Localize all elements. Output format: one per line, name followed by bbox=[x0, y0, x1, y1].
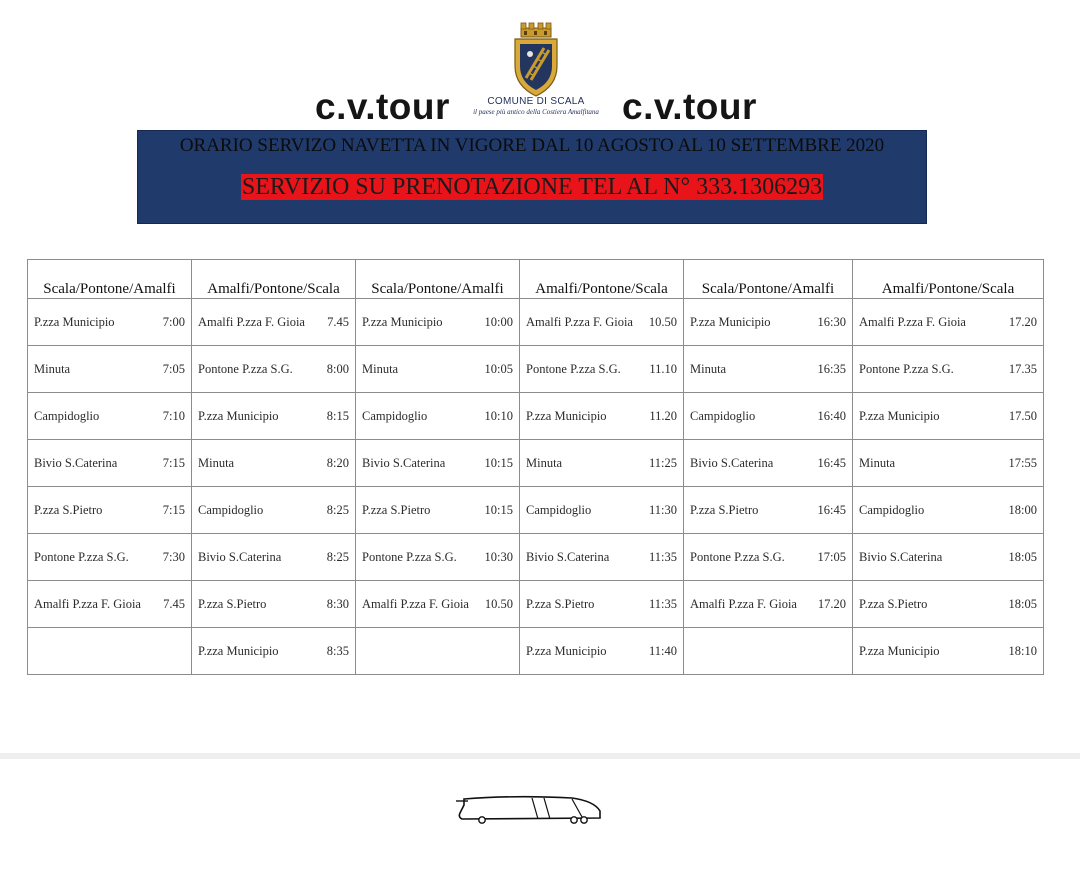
stop-name: Bivio S.Caterina bbox=[526, 549, 610, 564]
timetable-cell bbox=[192, 299, 356, 346]
stop-entry bbox=[198, 550, 349, 565]
timetable-cell bbox=[28, 487, 192, 534]
timetable-cell bbox=[356, 346, 520, 393]
route-header: Amalfi/Pontone/Scala bbox=[192, 260, 356, 299]
stop-entry bbox=[526, 362, 677, 377]
departure-time: 10.50 bbox=[484, 596, 513, 611]
stop-name: Minuta bbox=[362, 361, 399, 376]
table-row bbox=[28, 346, 1044, 393]
stop-name: P.zza S.Pietro bbox=[198, 596, 267, 611]
departure-time: 11:25 bbox=[648, 455, 677, 470]
stop-entry bbox=[690, 597, 846, 612]
timetable-cell bbox=[356, 581, 520, 628]
stop-entry bbox=[859, 362, 1037, 377]
departure-time: 10:05 bbox=[484, 361, 513, 376]
timetable-cell bbox=[28, 299, 192, 346]
timetable-cell bbox=[684, 393, 853, 440]
stop-name: Pontone P.zza S.G. bbox=[198, 361, 293, 376]
stop-entry bbox=[526, 597, 677, 612]
booking-phone-highlight: SERVIZIO SU PRENOTAZIONE TEL AL N° 333.1306293 bbox=[241, 174, 823, 200]
timetable-cell bbox=[28, 628, 192, 675]
departure-time: 10:15 bbox=[484, 502, 513, 517]
departure-time: 10:10 bbox=[484, 408, 513, 423]
comune-di-scala-crest-icon bbox=[510, 22, 562, 98]
stop-entry bbox=[526, 315, 677, 330]
stop-entry bbox=[690, 409, 846, 424]
timetable-cell bbox=[853, 393, 1044, 440]
logo-title: COMUNE DI SCALA bbox=[487, 96, 585, 107]
timetable-cell bbox=[520, 581, 684, 628]
timetable-cell bbox=[192, 393, 356, 440]
stop-entry bbox=[859, 409, 1037, 424]
timetable-cell bbox=[192, 628, 356, 675]
departure-time: 16:35 bbox=[817, 361, 846, 376]
departure-time: 16:45 bbox=[817, 502, 846, 517]
departure-time: 7.45 bbox=[163, 596, 185, 611]
timetable-cell bbox=[28, 346, 192, 393]
stop-name: Minuta bbox=[34, 361, 71, 376]
banner-validity-text: ORARIO SERVIZO NAVETTA IN VIGORE DAL 10 AGOSTO AL 10 SETTEMBRE 2020 bbox=[179, 135, 885, 156]
timetable-cell bbox=[356, 299, 520, 346]
table-row bbox=[28, 440, 1044, 487]
stop-entry bbox=[362, 550, 513, 565]
stop-entry bbox=[362, 456, 513, 471]
page-separator bbox=[0, 753, 1080, 759]
departure-time: 7:10 bbox=[162, 408, 185, 423]
stop-entry bbox=[859, 503, 1037, 518]
stop-name: Amalfi P.zza F. Gioia bbox=[526, 314, 633, 329]
stop-entry bbox=[198, 456, 349, 471]
timetable-cell bbox=[192, 581, 356, 628]
departure-time: 7:05 bbox=[162, 361, 185, 376]
timetable-cell bbox=[192, 487, 356, 534]
departure-time: 11:35 bbox=[648, 549, 677, 564]
stop-entry bbox=[690, 315, 846, 330]
stop-name: Campidoglio bbox=[526, 502, 592, 517]
stop-name: Campidoglio bbox=[859, 502, 925, 517]
stop-entry bbox=[690, 503, 846, 518]
departure-time: 7:30 bbox=[162, 549, 185, 564]
timetable-cell bbox=[684, 346, 853, 393]
stop-name: Bivio S.Caterina bbox=[34, 455, 118, 470]
departure-time: 10.50 bbox=[648, 314, 677, 329]
departure-time: 16:30 bbox=[817, 314, 846, 329]
departure-time: 18:05 bbox=[1008, 596, 1037, 611]
timetable-cell bbox=[356, 440, 520, 487]
route-header: Amalfi/Pontone/Scala bbox=[520, 260, 684, 299]
stop-name: Campidoglio bbox=[198, 502, 264, 517]
stop-name: Bivio S.Caterina bbox=[362, 455, 446, 470]
stop-name: P.zza Municipio bbox=[362, 314, 443, 329]
stop-entry bbox=[198, 315, 349, 330]
brand-name-right: c.v.tour bbox=[622, 86, 757, 127]
timetable-cell bbox=[684, 581, 853, 628]
stop-entry bbox=[526, 644, 677, 659]
bus-icon bbox=[454, 795, 602, 825]
stop-entry bbox=[690, 362, 846, 377]
timetable-cell bbox=[520, 440, 684, 487]
timetable-cell bbox=[684, 628, 853, 675]
departure-time: 7:00 bbox=[162, 314, 185, 329]
stop-entry bbox=[34, 550, 185, 565]
timetable-cell bbox=[853, 628, 1044, 675]
stop-entry bbox=[362, 315, 513, 330]
timetable-cell bbox=[28, 393, 192, 440]
stop-name: Campidoglio bbox=[690, 408, 756, 423]
stop-name: Pontone P.zza S.G. bbox=[859, 361, 954, 376]
departure-time: 8:15 bbox=[326, 408, 349, 423]
stop-name: Pontone P.zza S.G. bbox=[690, 549, 785, 564]
stop-name: Campidoglio bbox=[362, 408, 428, 423]
departure-time: 8:20 bbox=[326, 455, 349, 470]
stop-name: P.zza Municipio bbox=[859, 643, 940, 658]
timetable-cell bbox=[853, 440, 1044, 487]
departure-time: 10:00 bbox=[484, 314, 513, 329]
table-row bbox=[28, 299, 1044, 346]
stop-name: P.zza Municipio bbox=[859, 408, 940, 423]
departure-time: 8:35 bbox=[326, 643, 349, 658]
table-row bbox=[28, 393, 1044, 440]
stop-name: Bivio S.Caterina bbox=[198, 549, 282, 564]
timetable-header-row bbox=[28, 260, 1044, 299]
stop-name: Bivio S.Caterina bbox=[690, 455, 774, 470]
stop-name: Pontone P.zza S.G. bbox=[34, 549, 129, 564]
departure-time: 18:05 bbox=[1008, 549, 1037, 564]
departure-time: 16:45 bbox=[817, 455, 846, 470]
departure-time: 18:00 bbox=[1008, 502, 1037, 517]
stop-entry bbox=[526, 550, 677, 565]
timetable-cell bbox=[853, 487, 1044, 534]
stop-entry bbox=[34, 456, 185, 471]
stop-name: P.zza Municipio bbox=[526, 643, 607, 658]
timetable-cell bbox=[684, 440, 853, 487]
schedule-banner bbox=[137, 130, 927, 224]
stop-name: P.zza Municipio bbox=[526, 408, 607, 423]
stop-entry bbox=[198, 644, 349, 659]
stop-entry bbox=[34, 597, 185, 612]
departure-time: 8:25 bbox=[326, 502, 349, 517]
departure-time: 7:15 bbox=[162, 502, 185, 517]
stop-entry bbox=[34, 362, 185, 377]
stop-name: Amalfi P.zza F. Gioia bbox=[198, 314, 305, 329]
timetable-cell bbox=[28, 581, 192, 628]
logo-motto: il paese più antico della Costiera Amalfitana bbox=[473, 108, 599, 116]
banner-booking-line bbox=[138, 174, 926, 201]
timetable-cell bbox=[853, 346, 1044, 393]
stop-entry bbox=[526, 456, 677, 471]
stop-name: P.zza S.Pietro bbox=[34, 502, 103, 517]
timetable-cell bbox=[684, 487, 853, 534]
stop-name: Pontone P.zza S.G. bbox=[526, 361, 621, 376]
table-row bbox=[28, 534, 1044, 581]
route-header: Scala/Pontone/Amalfi bbox=[356, 260, 520, 299]
stop-name: Pontone P.zza S.G. bbox=[362, 549, 457, 564]
stop-name: P.zza Municipio bbox=[34, 314, 115, 329]
route-header: Amalfi/Pontone/Scala bbox=[853, 260, 1044, 299]
timetable-cell bbox=[192, 534, 356, 581]
timetable-cell bbox=[853, 534, 1044, 581]
departure-time: 7.45 bbox=[327, 314, 349, 329]
timetable-cell bbox=[520, 628, 684, 675]
departure-time: 16:40 bbox=[817, 408, 846, 423]
stop-entry bbox=[362, 503, 513, 518]
stop-name: Minuta bbox=[526, 455, 563, 470]
table-row bbox=[28, 628, 1044, 675]
stop-name: P.zza S.Pietro bbox=[859, 596, 928, 611]
departure-time: 8:00 bbox=[326, 361, 349, 376]
departure-time: 7:15 bbox=[162, 455, 185, 470]
stop-name: Minuta bbox=[690, 361, 727, 376]
stop-entry bbox=[859, 550, 1037, 565]
departure-time: 17:05 bbox=[817, 549, 846, 564]
stop-name: Minuta bbox=[859, 455, 896, 470]
stop-entry bbox=[198, 503, 349, 518]
timetable-cell bbox=[520, 534, 684, 581]
stop-name: Amalfi P.zza F. Gioia bbox=[362, 596, 469, 611]
timetable-cell bbox=[520, 393, 684, 440]
stop-entry bbox=[34, 315, 185, 330]
stop-name: Minuta bbox=[198, 455, 235, 470]
timetable-cell bbox=[520, 299, 684, 346]
departure-time: 17.20 bbox=[817, 596, 846, 611]
stop-entry bbox=[34, 409, 185, 424]
stop-name: P.zza Municipio bbox=[198, 643, 279, 658]
timetable-cell bbox=[356, 393, 520, 440]
stop-entry bbox=[362, 362, 513, 377]
timetable-cell bbox=[356, 487, 520, 534]
shuttle-timetable bbox=[27, 259, 1044, 675]
timetable-cell bbox=[356, 534, 520, 581]
departure-time: 11:40 bbox=[648, 643, 677, 658]
departure-time: 8:25 bbox=[326, 549, 349, 564]
stop-entry bbox=[690, 550, 846, 565]
route-header: Scala/Pontone/Amalfi bbox=[684, 260, 853, 299]
timetable-cell bbox=[192, 440, 356, 487]
departure-time: 11.10 bbox=[649, 361, 677, 376]
departure-time: 8:30 bbox=[326, 596, 349, 611]
timetable-cell bbox=[192, 346, 356, 393]
stop-entry bbox=[690, 456, 846, 471]
stop-name: Amalfi P.zza F. Gioia bbox=[859, 314, 966, 329]
stop-entry bbox=[362, 597, 513, 612]
stop-entry bbox=[198, 597, 349, 612]
stop-name: Bivio S.Caterina bbox=[859, 549, 943, 564]
timetable-cell bbox=[520, 346, 684, 393]
timetable-cell bbox=[28, 534, 192, 581]
departure-time: 17:55 bbox=[1008, 455, 1037, 470]
stop-entry bbox=[859, 597, 1037, 612]
stop-entry bbox=[859, 456, 1037, 471]
stop-entry bbox=[859, 644, 1037, 659]
timetable-cell bbox=[684, 534, 853, 581]
stop-name: Amalfi P.zza F. Gioia bbox=[34, 596, 141, 611]
stop-entry bbox=[526, 409, 677, 424]
timetable-cell bbox=[28, 440, 192, 487]
timetable-cell bbox=[853, 581, 1044, 628]
timetable-cell bbox=[853, 299, 1044, 346]
departure-time: 11:35 bbox=[648, 596, 677, 611]
route-header: Scala/Pontone/Amalfi bbox=[28, 260, 192, 299]
departure-time: 11.20 bbox=[649, 408, 677, 423]
stop-name: P.zza Municipio bbox=[690, 314, 771, 329]
stop-entry bbox=[198, 362, 349, 377]
brand-name-left: c.v.tour bbox=[315, 86, 450, 127]
table-row bbox=[28, 487, 1044, 534]
stop-name: P.zza S.Pietro bbox=[690, 502, 759, 517]
departure-time: 10:15 bbox=[484, 455, 513, 470]
departure-time: 17.35 bbox=[1008, 361, 1037, 376]
departure-time: 17.50 bbox=[1008, 408, 1037, 423]
stop-entry bbox=[34, 503, 185, 518]
timetable-cell bbox=[684, 299, 853, 346]
stop-name: P.zza S.Pietro bbox=[362, 502, 431, 517]
departure-time: 11:30 bbox=[648, 502, 677, 517]
stop-entry bbox=[362, 409, 513, 424]
stop-name: Amalfi P.zza F. Gioia bbox=[690, 596, 797, 611]
stop-name: Campidoglio bbox=[34, 408, 100, 423]
stop-name: P.zza S.Pietro bbox=[526, 596, 595, 611]
departure-time: 10:30 bbox=[484, 549, 513, 564]
departure-time: 17.20 bbox=[1008, 314, 1037, 329]
departure-time: 18:10 bbox=[1008, 643, 1037, 658]
timetable-cell bbox=[356, 628, 520, 675]
stop-entry bbox=[526, 503, 677, 518]
timetable-cell bbox=[520, 487, 684, 534]
stop-name: P.zza Municipio bbox=[198, 408, 279, 423]
stop-entry bbox=[859, 315, 1037, 330]
table-row bbox=[28, 581, 1044, 628]
stop-entry bbox=[198, 409, 349, 424]
